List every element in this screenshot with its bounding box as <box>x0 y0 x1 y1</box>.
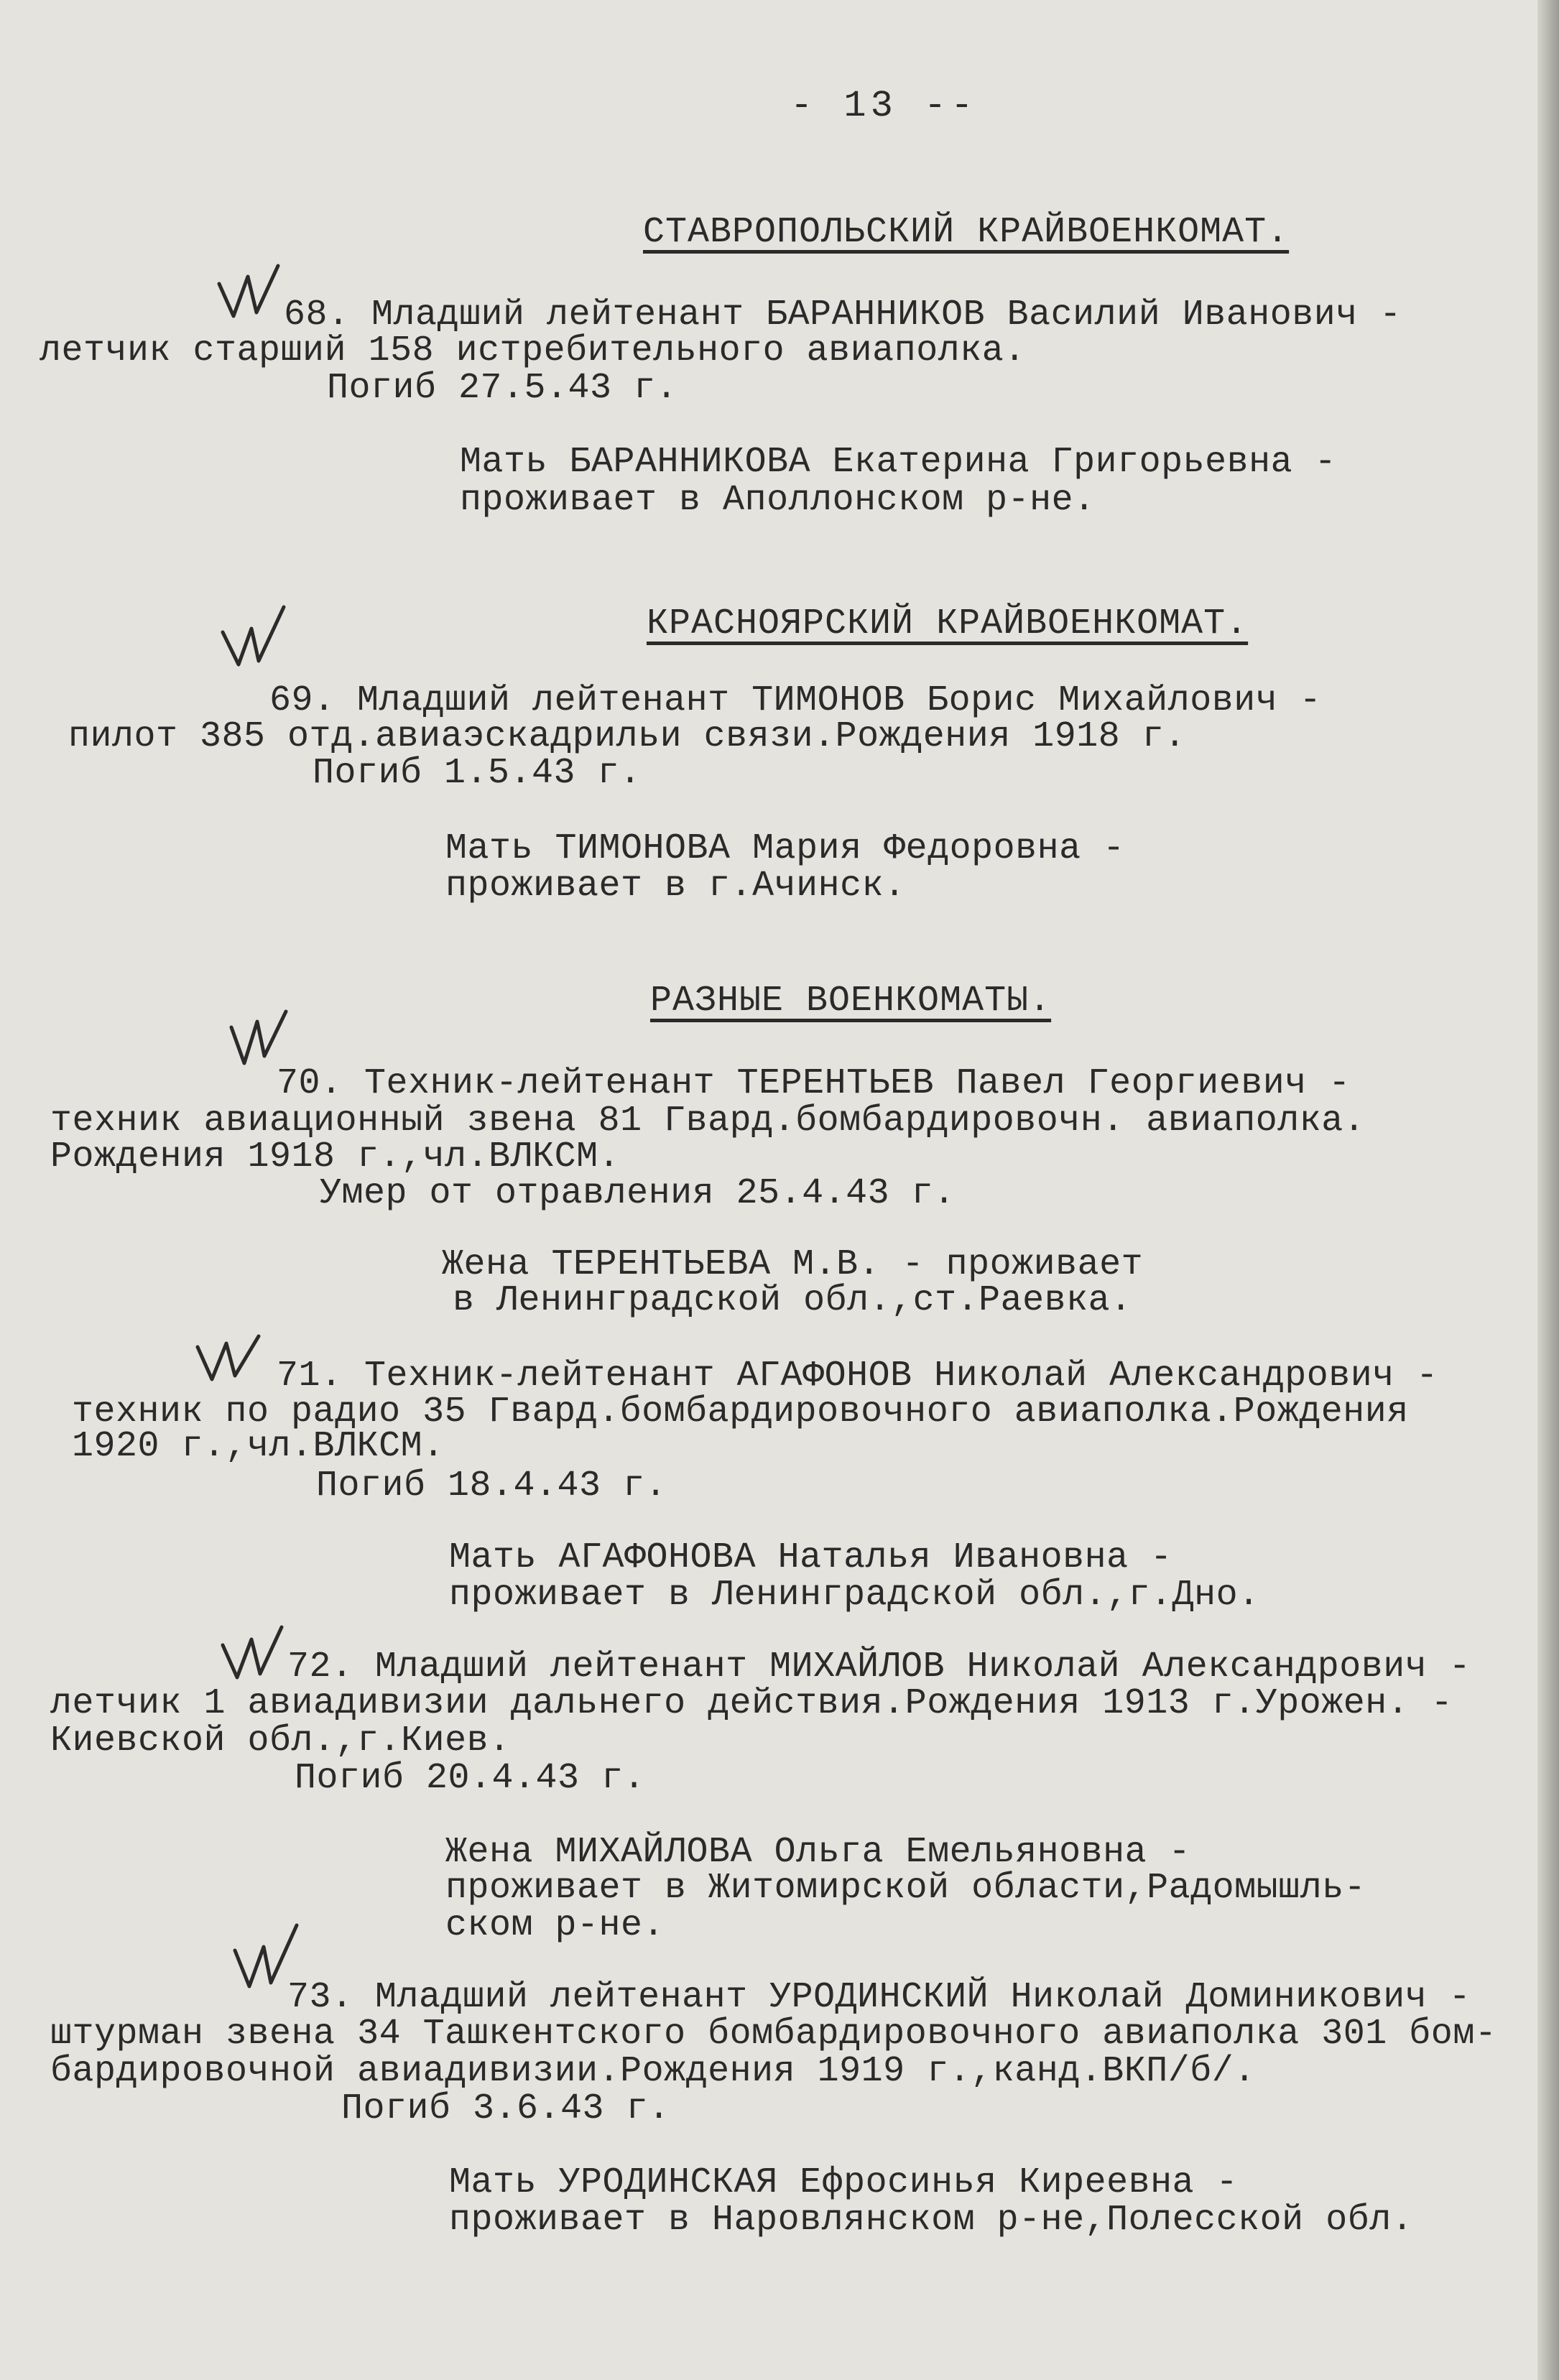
entry-line: Умер от отравления 25.4.43 г. <box>320 1173 956 1214</box>
relative-line: ском р-не. <box>445 1905 665 1946</box>
relative-line: Мать ТИМОНОВА Мария Федоровна - <box>445 828 1125 869</box>
entry-line: техник авиационный звена 81 Гвард.бомбардировочн. авиаполка. <box>50 1101 1366 1142</box>
entry-line: Киевской обл.,г.Киев. <box>50 1721 511 1761</box>
entry-line: Погиб 3.6.43 г. <box>341 2088 670 2129</box>
entry-line: бардировочной авиадивизии.Рождения 1919 г.,канд.ВКП/б/. <box>50 2051 1256 2092</box>
entry-line: пилот 385 отд.авиаэскадрильи связи.Рождения 1918 г. <box>68 716 1186 757</box>
relative-line: проживает в Ленинградской обл.,г.Дно. <box>449 1575 1260 1616</box>
entry-line: 68. Младший лейтенант БАРАННИКОВ Василий Иванович - <box>284 295 1402 335</box>
entry-line: Погиб 18.4.43 г. <box>316 1465 667 1506</box>
section-heading: РАЗНЫЕ ВОЕНКОМАТЫ. <box>650 981 1052 1022</box>
relative-line: проживает в Житомирской области,Радомышль- <box>445 1868 1366 1909</box>
relative-line: проживает в г.Ачинск. <box>445 866 906 907</box>
entry-line: 70. Техник-лейтенант ТЕРЕНТЬЕВ Павел Георгиевич - <box>277 1063 1351 1104</box>
page-number: - 13 -- <box>790 85 978 127</box>
page-edge <box>1537 0 1559 2380</box>
checkmark-icon <box>212 255 291 334</box>
checkmark-icon <box>190 1322 269 1401</box>
relative-line: Мать УРОДИНСКАЯ Ефросинья Киреевна - <box>449 2162 1239 2203</box>
relative-line: проживает в Наровлянском р-не,Полесской обл. <box>449 2200 1414 2241</box>
relative-line: Жена ТЕРЕНТЬЕВА М.В. - проживает <box>442 1244 1144 1285</box>
entry-line: 71. Техник-лейтенант АГАФОНОВ Николай Александрович - <box>277 1356 1438 1397</box>
entry-line: Погиб 1.5.43 г. <box>313 753 642 794</box>
relative-line: проживает в Аполлонском р-не. <box>460 480 1096 521</box>
entry-line: техник по радио 35 Гвард.бомбардировочного авиаполка.Рождения <box>72 1392 1409 1432</box>
relative-line: в Ленинградской обл.,ст.Раевка. <box>453 1280 1132 1321</box>
entry-line: штурман звена 34 Ташкентского бомбардировочного авиаполка 301 бом- <box>50 2014 1497 2055</box>
entry-line: летчик старший 158 истребительного авиаполка. <box>40 330 1026 371</box>
entry-line: 69. Младший лейтенант ТИМОНОВ Борис Михайлович - <box>269 680 1322 721</box>
section-heading: СТАВРОПОЛЬСКИЙ КРАЙВОЕНКОМАТ. <box>643 212 1290 253</box>
entry-line: 1920 г.,чл.ВЛКСМ. <box>72 1426 445 1467</box>
relative-line: Мать АГАФОНОВА Наталья Ивановна - <box>449 1537 1172 1578</box>
entry-line: Рождения 1918 г.,чл.ВЛКСМ. <box>50 1136 621 1177</box>
relative-line: Жена МИХАЙЛОВА Ольга Емельяновна - <box>445 1832 1191 1873</box>
entry-line: Погиб 27.5.43 г. <box>327 368 678 409</box>
section-heading: КРАСНОЯРСКИЙ КРАЙВОЕНКОМАТ. <box>647 603 1249 644</box>
checkmark-icon <box>216 600 295 679</box>
relative-line: Мать БАРАННИКОВА Екатерина Григорьевна - <box>460 442 1337 483</box>
entry-line: летчик 1 авиадивизии дальнего действия.Рождения 1913 г.Урожен. - <box>50 1683 1453 1724</box>
entry-line: 72. Младший лейтенант МИХАЙЛОВ Николай Александрович - <box>287 1647 1471 1687</box>
entry-line: 73. Младший лейтенант УРОДИНСКИЙ Николай Доминикович - <box>287 1977 1471 2018</box>
entry-line: Погиб 20.4.43 г. <box>295 1758 646 1799</box>
